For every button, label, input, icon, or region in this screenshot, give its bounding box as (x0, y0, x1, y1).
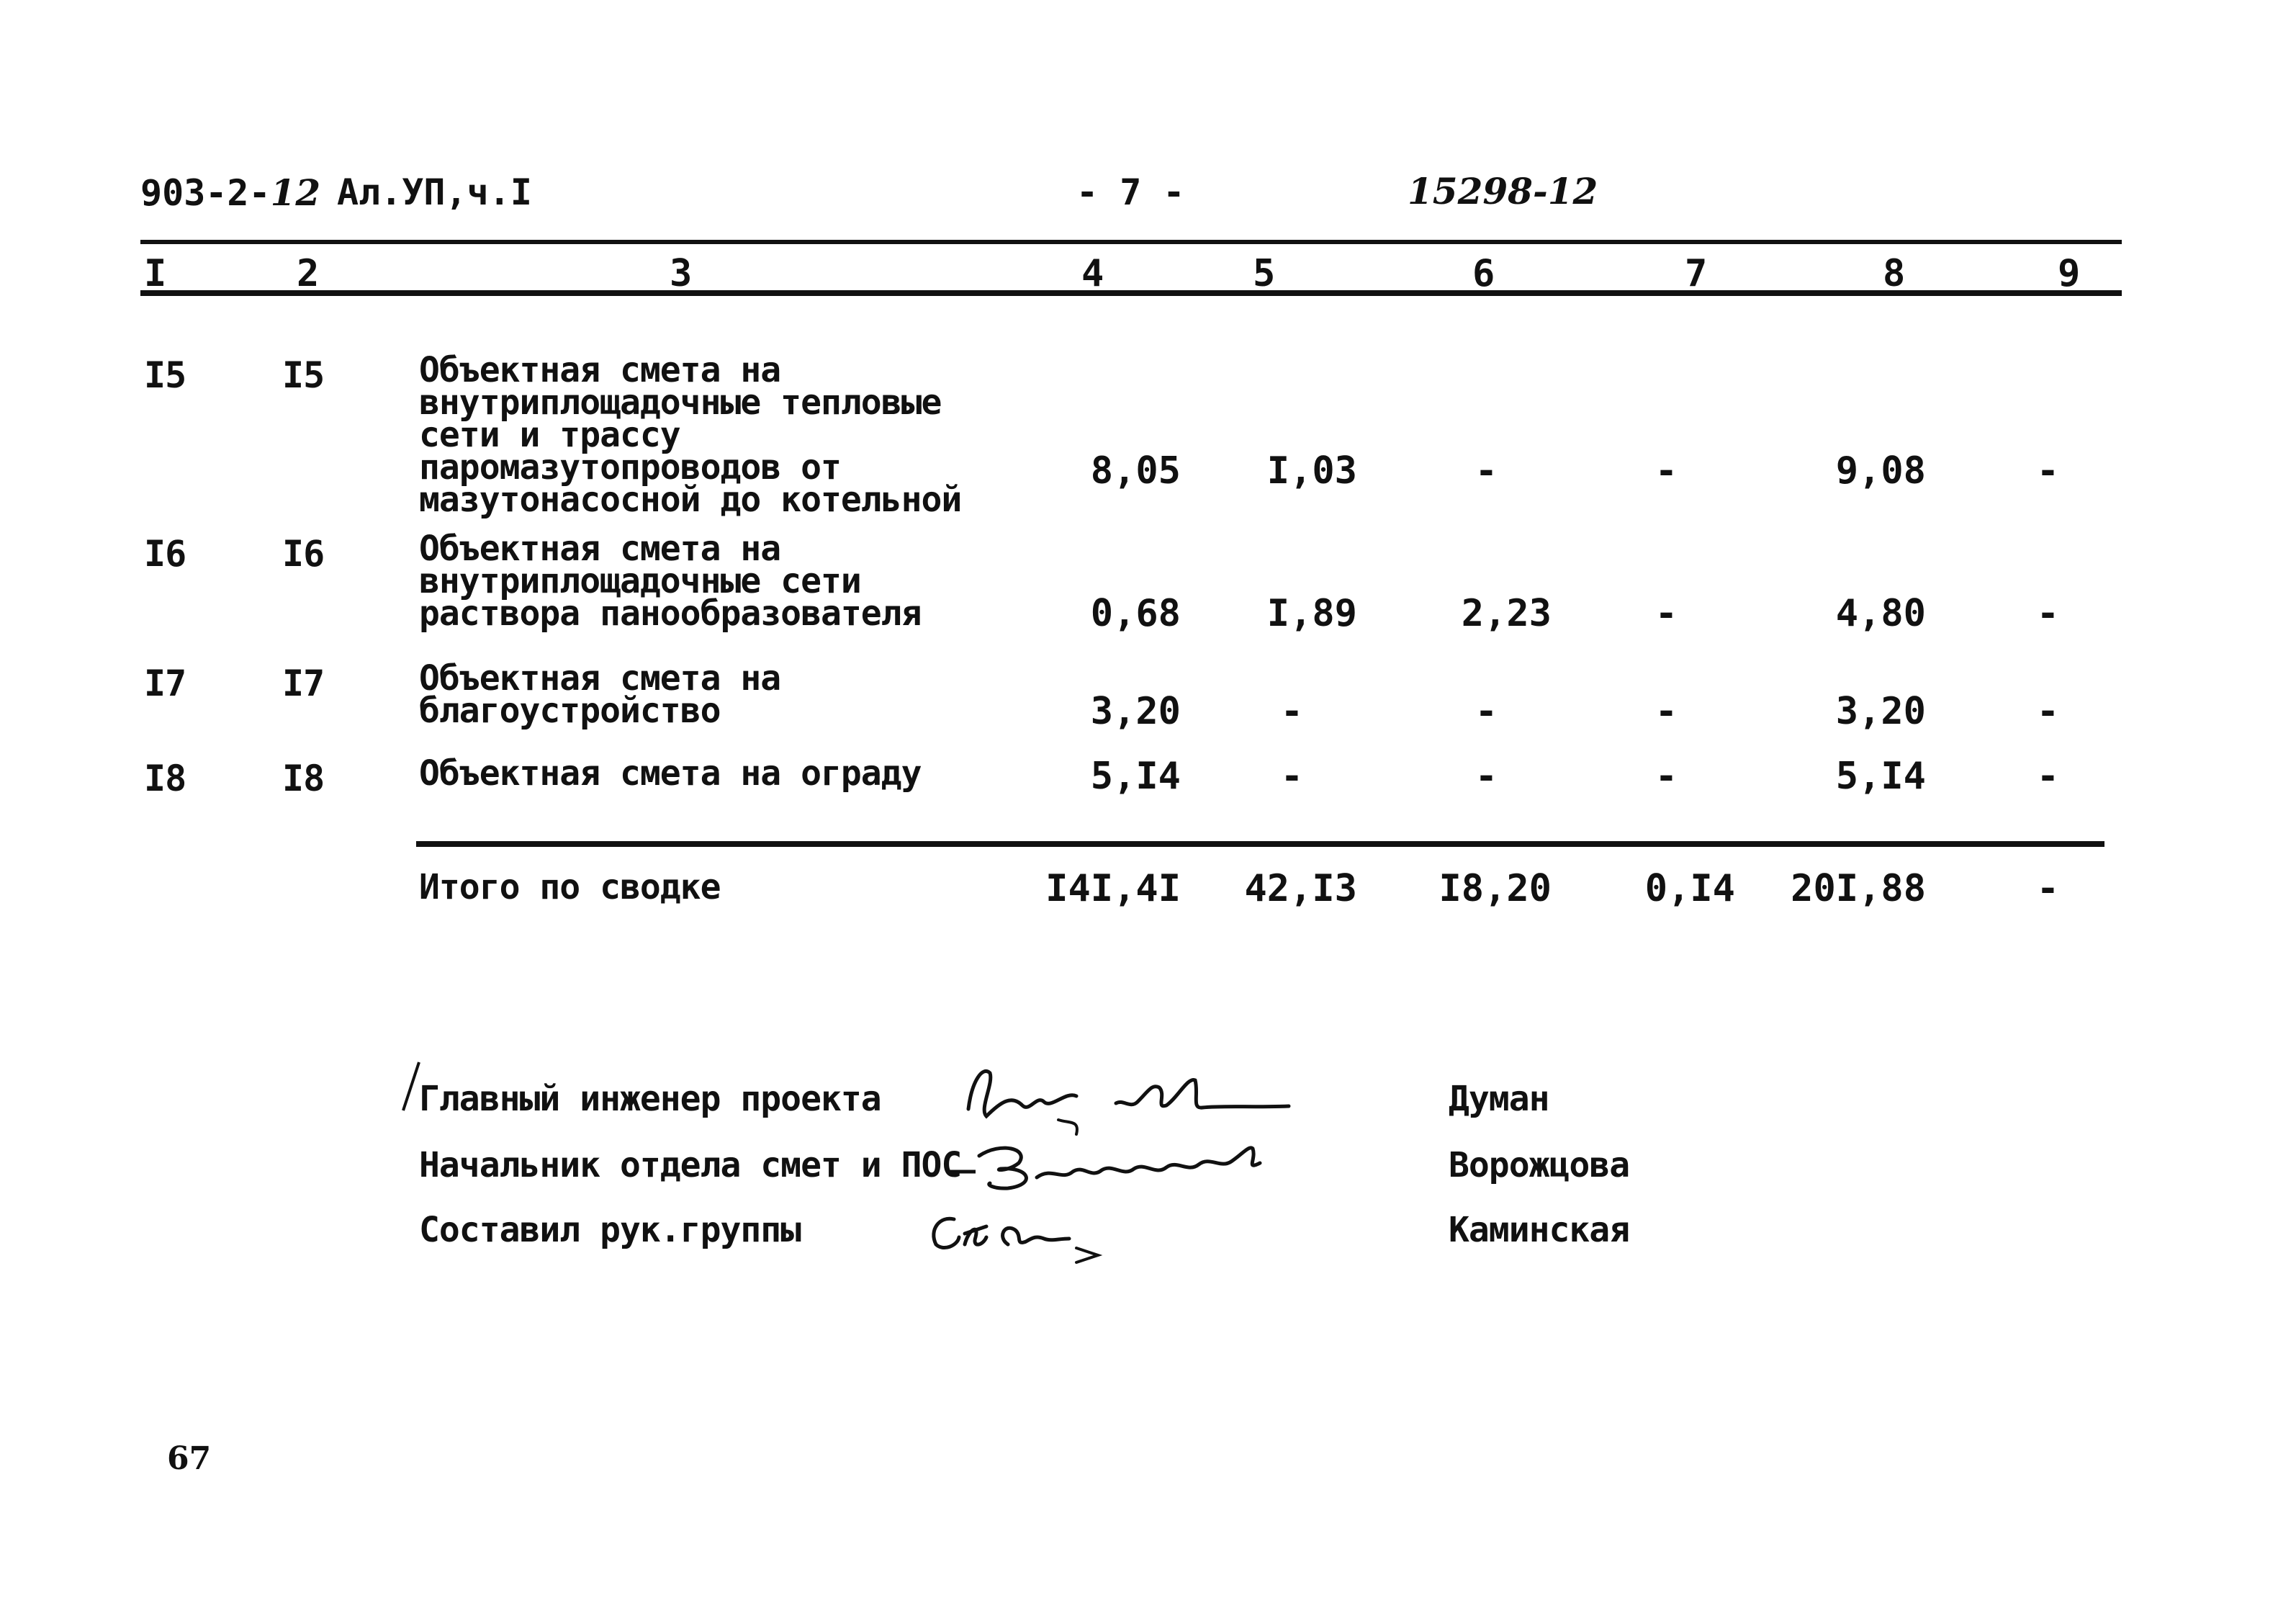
row-col1: I7 (144, 663, 186, 704)
col-number-1: I (144, 252, 167, 295)
row-col6: - (1475, 755, 1498, 798)
row-description: Объектная смета на внутриплощадочные тепловые сети и трассу паромазутопроводов от мазутонасосной до котельной (419, 350, 962, 520)
handwritten-signature-3 (914, 1194, 1130, 1276)
row-col2: I6 (282, 533, 325, 575)
signature-role-1: Главный инженер проекта (419, 1079, 881, 1119)
signature-role-3: Составил рук.группы (419, 1210, 801, 1250)
col-number-3: 3 (670, 252, 693, 295)
row-col7: - (1655, 690, 1678, 733)
signature-role-2: Начальник отдела смет и ПОС (419, 1145, 962, 1185)
row-description: Объектная смета на ограду (419, 753, 922, 794)
col-number-5: 5 (1253, 252, 1276, 295)
signature-name-1: Думан (1449, 1079, 1549, 1119)
total-col8: 20I,88 (1791, 867, 1926, 910)
col-number-9: 9 (2058, 252, 2081, 295)
col-number-7: 7 (1685, 252, 1708, 295)
album-label: Ал.УП,ч.I (337, 171, 532, 213)
row-col5: I,03 (1266, 449, 1357, 493)
col-number-4: 4 (1081, 252, 1104, 295)
total-col7: 0,I4 (1644, 867, 1735, 910)
row-col6: - (1475, 449, 1498, 493)
row-description: Объектная смета на внутриплощадочные сети раствора панообразователя (419, 529, 922, 634)
row-col2: I7 (282, 663, 325, 704)
row-col8: 3,20 (1835, 690, 1926, 733)
signature-name-2: Ворожцова (1449, 1145, 1630, 1185)
row-col8: 9,08 (1835, 449, 1926, 493)
row-col5: - (1280, 690, 1303, 733)
doc-number: 15298-12 (1408, 170, 1598, 212)
row-col6: - (1475, 690, 1498, 733)
row-col2: I5 (282, 354, 325, 396)
row-col8: 4,80 (1835, 592, 1926, 635)
col-number-8: 8 (1883, 252, 1906, 295)
row-col2: I8 (282, 758, 325, 799)
total-col5: 42,I3 (1244, 867, 1357, 910)
row-col9: - (2036, 755, 2059, 798)
row-description: Объектная смета на благоустройство (419, 658, 781, 731)
signature-name-3: Каминская (1449, 1210, 1630, 1250)
doc-code-prefix: 903-2- (140, 172, 271, 214)
header-rule-bottom (140, 290, 2122, 296)
row-col7: - (1655, 755, 1678, 798)
header-rule-top (140, 240, 2122, 244)
row-col7: - (1655, 449, 1678, 493)
row-col6: 2,23 (1461, 592, 1552, 635)
total-col9: - (2036, 867, 2059, 910)
row-col9: - (2036, 690, 2059, 733)
row-col4: 0,68 (1090, 592, 1181, 635)
total-col4: I4I,4I (1045, 867, 1181, 910)
total-rule (416, 841, 2104, 847)
row-col1: I6 (144, 533, 186, 575)
row-col5: I,89 (1266, 592, 1357, 635)
row-col9: - (2036, 592, 2059, 635)
total-col6: I8,20 (1439, 867, 1552, 910)
row-col1: I8 (144, 758, 186, 799)
row-col8: 5,I4 (1835, 755, 1926, 798)
row-col4: 3,20 (1090, 690, 1181, 733)
doc-code-handwritten: 12 (270, 171, 321, 214)
row-col7: - (1655, 592, 1678, 635)
col-number-2: 2 (297, 252, 320, 295)
total-label: Итого по сводке (419, 867, 721, 907)
row-col4: 8,05 (1090, 449, 1181, 493)
footer-mark: 67 (167, 1440, 212, 1477)
col-number-6: 6 (1472, 252, 1495, 295)
row-col1: I5 (144, 354, 186, 396)
doc-code (140, 171, 320, 214)
row-col9: - (2036, 449, 2059, 493)
row-col5: - (1280, 755, 1303, 798)
page-number: - 7 - (1076, 171, 1185, 213)
row-col4: 5,I4 (1090, 755, 1181, 798)
